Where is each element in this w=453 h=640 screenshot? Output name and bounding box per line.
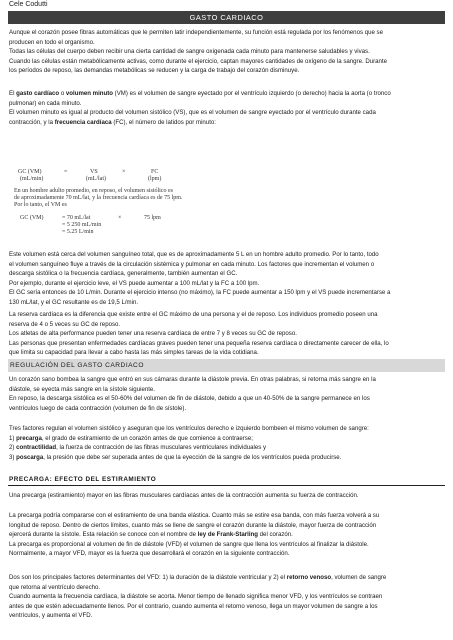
list-number: 3) bbox=[9, 453, 17, 461]
list-item bbox=[9, 443, 445, 453]
text-line: La reserva cardíaca es la diferencia que existe entre el GC máximo de una persona y el de reposo. Los individuos promedio poseen una bbox=[9, 311, 378, 318]
vfd-paragraph bbox=[9, 573, 445, 621]
page-title: GASTO CARDIACO bbox=[8, 11, 445, 24]
term-gasto-cardiaco: gasto cardíaco bbox=[16, 90, 60, 97]
text-line: La precarga es proporcional al volumen de fin de diástole (VFD) el volumen de sangre que llena los ventrículos al finalizar la diástole. bbox=[9, 540, 369, 548]
text-line: que retorna al ventrículo derecho. bbox=[9, 583, 101, 591]
gc-definition-paragraph bbox=[9, 89, 445, 127]
formula-value: 75 lpm bbox=[144, 215, 161, 221]
text-line: reserva de 4 o 5 veces su GC de reposo. bbox=[9, 320, 121, 328]
text-line: Todas las células del cuerpo deben recibir una cierta cantidad de sangre oxigenada cada minuto para mantenerse saludables y vivas. bbox=[9, 48, 370, 56]
term-contractilidad: contractilidad bbox=[16, 444, 57, 452]
term-retorno-venoso: retorno venoso bbox=[286, 574, 332, 581]
text-run: contracción, y la bbox=[9, 118, 55, 126]
text-line: Las personas que presentan enfermedades cardíacas graves pueden tener una pequeña reserva cardíaca o directamente carecer de ella, lo bbox=[9, 339, 389, 347]
text-line: En reposo, la descarga sistólica es el 50-60% del volumen de fin de diástole, debido a que un 40-50% de la sangre permanece en los bbox=[9, 395, 370, 403]
text-line bbox=[9, 89, 445, 99]
text-run: ejercerá durante la sístole. Esta relación se conoce con el nombre de bbox=[9, 531, 198, 539]
list-number: 2) bbox=[9, 444, 17, 452]
text-line: Normalmente, a mayor VFD, mayor es la fuerza que desarrollará el corazón en la siguiente contracción. bbox=[9, 550, 290, 558]
formula-note-line: Por lo tanto, el VM es bbox=[14, 202, 67, 208]
text-line: 130 mL/lat, y el GC resultante es de 19,5 L/min. bbox=[9, 298, 139, 306]
text-line: ventrículos luego de cada contracción (volumen de fin de sístole). bbox=[9, 404, 187, 412]
factors-paragraph bbox=[9, 424, 445, 462]
text-line: el volumen sanguíneo fluye a través de la circulación sistémica y pulmonar en cada minuto. Los factores que incrementan el volumen o bbox=[9, 260, 375, 268]
formula-result: = 5 250 mL/min bbox=[62, 222, 102, 228]
text-line: pulmonar) en cada minuto. bbox=[9, 99, 82, 107]
formula-note-line: En un hombre adulto promedio, en reposo, el volumen sistólico es bbox=[14, 188, 173, 194]
formula-value: = 70 mL/lat bbox=[62, 215, 91, 221]
formula-fc-label: FC bbox=[151, 169, 159, 175]
text-line: Una precarga (estiramiento) mayor en las fibras musculares cardíacas antes de la contracción aumenta su fuerza de contracción. bbox=[9, 492, 359, 499]
text-run: o bbox=[59, 90, 66, 97]
section-divider bbox=[8, 485, 445, 486]
text-line: La precarga podría compararse con el estiramiento de una banda elástica. Cuanto más se estire esa banda, con más fuerza volverá a su bbox=[9, 512, 380, 519]
term-precarga: precarga bbox=[16, 434, 42, 442]
term-frecuencia-cardiaca: frecuencia cardíaca bbox=[54, 118, 112, 126]
section-header-precarga: PRECARGA: EFECTO DEL ESTIRAMIENTO bbox=[9, 476, 157, 483]
list-item bbox=[9, 453, 445, 463]
reserve-paragraph bbox=[9, 310, 445, 358]
text-line: diástole, se eyecta más sangre en la sístole siguiente. bbox=[9, 385, 155, 393]
text-line: Este volumen está cerca del volumen sanguíneo total, que es de aproximadamente 5 L en un hombre adulto promedio. Por lo tanto, todo bbox=[9, 251, 379, 258]
list-item bbox=[9, 434, 445, 444]
formula-gc-label: GC (VM) bbox=[20, 215, 44, 221]
text-line bbox=[9, 530, 445, 540]
text-run: El bbox=[9, 90, 17, 97]
text-run: del corazón. bbox=[257, 531, 293, 539]
volume-paragraph bbox=[9, 250, 445, 308]
text-line: El volumen minuto es igual al producto del volumen sistólico (VS), que es el volumen de sangre eyectado por el ventrículo durante cada bbox=[9, 109, 376, 117]
term-volumen-minuto: volumen minuto bbox=[65, 90, 113, 97]
formula-times: × bbox=[118, 215, 122, 221]
formula-equals: = bbox=[64, 169, 68, 175]
text-run: Dos son los principales factores determinantes del VFD: 1) la duración de la diástole ventricular y 2) el bbox=[9, 574, 287, 581]
intro-paragraph bbox=[9, 28, 445, 76]
formula-unit-mllat: (mL/lat) bbox=[86, 176, 106, 182]
regulation-paragraph bbox=[9, 375, 445, 413]
text-run: , volumen de sangre bbox=[331, 574, 387, 581]
text-line: producen en todo el organismo. bbox=[9, 38, 95, 46]
text-line: ventrículos, y aumenta el VFD. bbox=[9, 612, 93, 620]
formula-times: × bbox=[122, 169, 126, 175]
text-line: Por ejemplo, durante el ejercicio leve, el VS puede aumentar a 100 mL/lat y la FC a 100 lpm. bbox=[9, 279, 260, 287]
text-line bbox=[9, 118, 445, 128]
preload-paragraph bbox=[9, 511, 445, 559]
formula-figure bbox=[14, 169, 214, 243]
text-line: El GC sería entonces de 10 L/min. Durante el ejercicio intenso (no máximo), la FC puede aumentar a 150 lpm y el VS puede incrementarse a bbox=[9, 289, 391, 297]
text-line: Un corazón sano bombea la sangre que entró en sus cámaras durante la diástole previa. En otras palabras, si retorna más sangre en la bbox=[9, 376, 376, 383]
text-line: Los atletas de alta performance pueden tener una reserva cardíaca de entre 7 y 8 veces su GC de reposo. bbox=[9, 330, 297, 338]
list-number: 1) bbox=[9, 434, 17, 442]
text-run: , la presión que debe ser superada antes de que la eyección de la sangre de los ventrículos pueda producirse. bbox=[43, 453, 342, 461]
formula-result: = 5.25 L/min bbox=[62, 229, 94, 235]
text-run: (VM) es el volumen de sangre eyectado por el ventrículo izquierdo (o derecho) hacia la aorta (o tronco bbox=[112, 90, 391, 97]
text-line: los períodos de reposo, las demandas metabólicas se reducen y la carga de trabajo del corazón disminuye. bbox=[9, 67, 300, 75]
text-line: longitud de reposo. Dentro de ciertos límites, cuanto más se llene de sangre el corazón durante la diástole, mayor fuerza de contracción bbox=[9, 521, 377, 529]
section-header-regulacion: REGULACIÓN DEL GASTO CARDIACO bbox=[8, 359, 445, 372]
text-line: antes de que estén adecuadamente llenos. Por el contrario, cuando aumenta el retorno venoso, llega un mayor volumen de sangre a los bbox=[9, 602, 378, 610]
formula-note-line: de aproximadamente 70 mL/lat, y la frecuencia cardíaca es de 75 lpm. bbox=[14, 195, 183, 201]
author-name: Cele Codutti bbox=[9, 1, 48, 8]
text-line: Tres factores regulan el volumen sistólico y aseguran que los ventrículos derecho e izquierdo bombeen el mismo volumen de sangre: bbox=[9, 425, 369, 432]
text-line: Aunque el corazón posee fibras automáticas que le permiten latir independientemente, su función está regulada por los fenómenos que se bbox=[9, 29, 383, 36]
text-run: , el grado de estiramiento de un corazón antes de que comience a contraerse; bbox=[41, 434, 253, 442]
preload-intro-paragraph bbox=[9, 491, 445, 501]
formula-vs-label: VS bbox=[90, 169, 98, 175]
text-line bbox=[9, 573, 445, 583]
text-line: que limita su capacidad para llevar a cabo hasta las más simples tareas de la vida cotidiana. bbox=[9, 349, 259, 357]
text-run: , la fuerza de contracción de las fibras musculares ventriculares individuales y bbox=[56, 444, 267, 452]
term-frank-starling: ley de Frank-Starling bbox=[197, 531, 258, 539]
formula-unit-mlmin: (mL/min) bbox=[20, 176, 44, 182]
text-line: descarga sistólica o la frecuencia cardíaca, generalmente, también aumentan el GC. bbox=[9, 270, 238, 278]
term-poscarga: poscarga bbox=[16, 453, 44, 461]
text-run: (FC), el número de latidos por minuto: bbox=[111, 118, 216, 126]
text-line: Cuando las células están metabólicamente activas, como durante el ejercicio, captan mayores cantidades de oxígeno de la sangre. Durante bbox=[9, 57, 388, 65]
formula-gc-label: GC (VM) bbox=[18, 169, 42, 175]
formula-unit-lpm: (lpm) bbox=[148, 176, 162, 182]
text-line: Cuando aumenta la frecuencia cardíaca, la diástole se acorta. Menor tiempo de llenado significa menor VFD, y los ventrículos se contraen bbox=[9, 593, 383, 601]
